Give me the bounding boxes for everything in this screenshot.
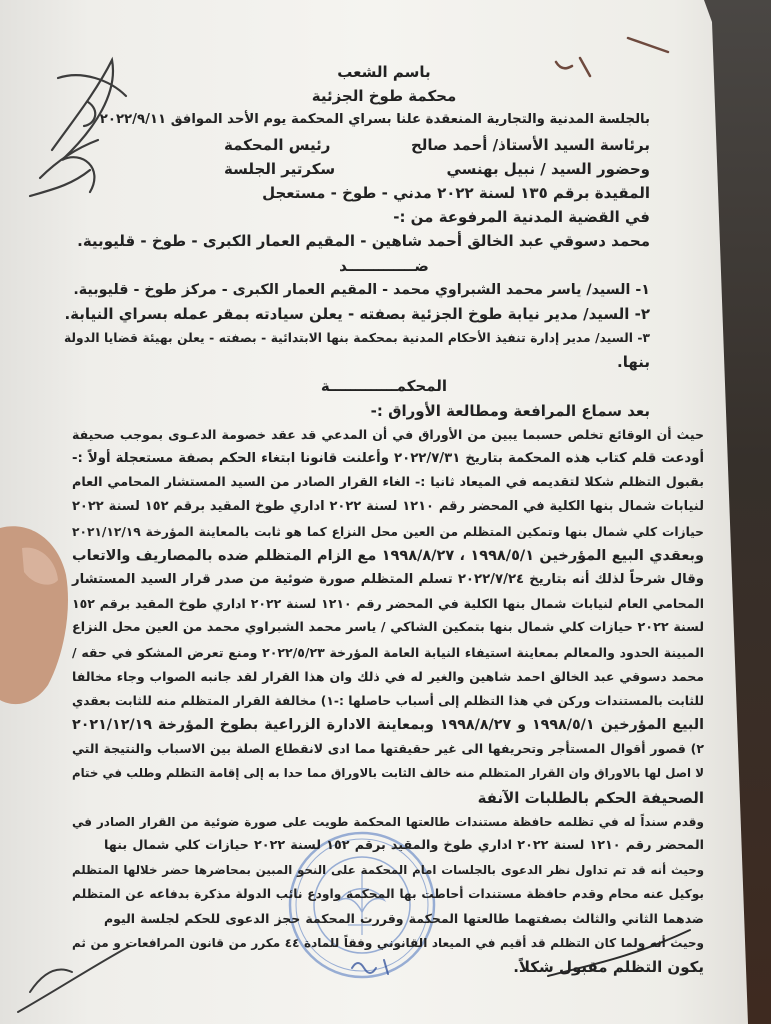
case-from-label: في القضية المدنية المرفوعة من :- <box>393 208 650 227</box>
judgment-line: حيث أن الوقائع تخلص حسبما يبين من الأوراق في أن المدعي قد عقد خصومة الدعـوى بموجب صحيفة <box>72 426 704 442</box>
judgment-line: وقدم سنداً له في تظلمه حافظة مستندات طالعتها المحكمة طويت على صورة ضوئية من القرار الصادر في <box>72 814 704 829</box>
judgment-line: المحضر رقم ١٢١٠ لسنة ٢٠٢٢ اداري طوخ والمقيد برقم ١٥٢ لسنة ٢٠٢٢ حيازات كلي شمال بنها <box>104 838 704 853</box>
defendant-2: ٢- السيد/ مدير نيابة طوخ الجزئية بصفته - يعلن سيادته بمقر عمله بسراي النيابة. <box>64 304 650 323</box>
judgment-intro: بعد سماع المرافعة ومطالعة الأوراق :- <box>370 401 650 420</box>
judgment-line: أودعت قلم كتاب هذه المحكمة بتاريخ ٢٠٢٢/٧/٣١ وأعلنت قانونا ابتغاء الحكم بصفة مستعجلة أولاً :- <box>72 451 704 466</box>
judgment-line: الصحيفة الحكم بالطلبات الآنفة <box>477 788 704 807</box>
court-judgment-document <box>64 60 704 979</box>
presiding-judge-line <box>64 133 704 157</box>
judgment-line: حيازات كلي شمال بنها وتمكين المتظلم من العين محل النزاع كما هو ثابت بالمعاينة المؤرخة ٢٠٢١/١٢/١٩ <box>72 524 704 539</box>
presiding-judge: برئاسة السيد الأستاذ/ أحمد صالح <box>410 135 650 154</box>
judgment-line: لنيابات شمال بنها الكلية في المحضر رقم ١٢١٠ لسنة ٢٠٢٢ اداري طوخ المقيد برقم ١٥٢ لسنة ٢٠٢٢ <box>72 499 704 515</box>
case-number: المقيدة برقم ١٣٥ لسنة ٢٠٢٢ مدني - طوخ - مستعجل <box>262 183 650 202</box>
session-line: بالجلسة المدنية والتجارية المنعقدة علنا بسراي المحكمة يوم الأحد الموافق ٢٠٢٢/٩/١١ <box>99 112 650 128</box>
judgment-line: لسنة ٢٠٢٢ حيازات كلي شمال بنها بتمكين الشاكي / ياسر محمد الشبراوي محمد من العين محل النزاع <box>72 620 704 636</box>
judgment-line: ٢) قصور أقوال المستأجر وتحريفها الى غير حقيقتها مما ادى لانقطاع الصلة بين الاسباب والنتيجة التي <box>72 741 704 757</box>
judgment-line: وحيث أنه ولما كان التظلم قد أقيم في الميعاد القانوني وفقاً للمادة ٤٤ مكرر من قانون المرافعات و من ثم <box>72 935 704 950</box>
judgment-line: بقبول التظلم شكلا لتقديمه في الميعاد ثانيا :- الغاء القرار الصادر من السيد المستشار المحامي العام <box>72 475 704 491</box>
judgment-line: محمد دسوقي عبد الخالق احمد شاهين والغير له في ذلك وان هذا القرار لقد جانبه الصواب وجاء مخالفا <box>72 668 704 684</box>
judgment-line: البيع المؤرخين ١٩٩٨/٥/١ و ١٩٩٨/٨/٢٧ وبمعاينة الادارة الزراعية بطوخ المؤرخة ٢٠٢١/١٢/١٩ <box>72 717 704 734</box>
defendant-1: ١- السيد/ ياسر محمد الشبراوي محمد - المقيم العمار الكبرى - مركز طوخ - قليوبية. <box>73 281 650 298</box>
presiding-role: رئيس المحكمة <box>224 135 331 154</box>
judgment-line: لا اصل لها بالاوراق وان القرار المتظلم منه خالف الثابت بالاوراق مما حدا به إلى إقامة التظلم وطلب في ختام <box>72 766 704 781</box>
judgment-line: وبعقدي البيع المؤرخين ١٩٩٨/٥/١ ، ١٩٩٨/٨/٢٧ مع الزام المتظلم ضده بالمصاريف والاتعاب <box>72 547 704 564</box>
plaintiff: محمد دسوقي عبد الخالق أحمد شاهين - المقيم العمار الكبرى - طوخ - قليوبية. <box>77 232 650 251</box>
judgment-line: يكون التظلم مقبول شكلاً. <box>513 957 704 976</box>
judgment-line: المحامي العام لنيابات شمال بنها الكلية في المحضر رقم ١٢١٠ لسنة ٢٠٢٢ اداري طوخ المقيد برقم ١٥٢ <box>72 596 704 612</box>
judgment-line: ضدهما الثاني والثالث بصفتهما طالعتها المحكمة وقررت المحكمة حجز الدعوى للحكم لجلسة اليوم <box>104 910 704 926</box>
document-title: باسم الشعب <box>337 63 431 81</box>
defendant-3: ٣- السيد/ مدير إدارة تنفيذ الأحكام المدنية بمحكمة بنها الابتدائية - بصفته - يعلن بهيئة قضايا الدولة <box>64 331 650 346</box>
defendant-3-continued: بنها. <box>617 353 650 372</box>
secretary-line <box>64 157 704 181</box>
secretary-role: سكرتير الجلسة <box>224 159 336 178</box>
judgment-line: المبينة الحدود والمعالم بمعاينة استيفاء النيابة العامة المؤرخة ٢٠٢٢/٥/٢٣ ومنع تعرض المشكو في حقه / <box>72 644 704 660</box>
judgment-line: وحيث أنه قد تم تداول نظر الدعوى بالجلسات امام المحكمة على النحو المبين بمحاضرها حضر خلالها المتظلم <box>72 863 704 878</box>
session-secretary: وحضور السيد / نبيل بهنسي <box>446 159 650 178</box>
court-name: محكمة طوخ الجزئية <box>311 87 457 106</box>
judgment-line: بوكيل عنه محام وقدم حافظة مستندات أحاطت بها المحكمة واودع نائب الدولة مذكرة بدفاعه عن المتظلم <box>72 887 704 902</box>
judgment-line: وقال شرحاً لذلك أنه بتاريخ ٢٠٢٢/٧/٢٤ تسلم المتظلم صورة ضوئية من صدر قرار السيد المستشار <box>72 571 704 587</box>
versus-label: ضـــــــــــــد <box>339 256 429 275</box>
court-section-heading: المحكمـــــــــــــة <box>320 377 448 396</box>
judgment-line: للثابت بالمستندات وركن في هذا التظلم إلى أسباب حاصلها :-١) مخالفة القرار المتظلم منه للثابت بعقدي <box>72 693 704 708</box>
